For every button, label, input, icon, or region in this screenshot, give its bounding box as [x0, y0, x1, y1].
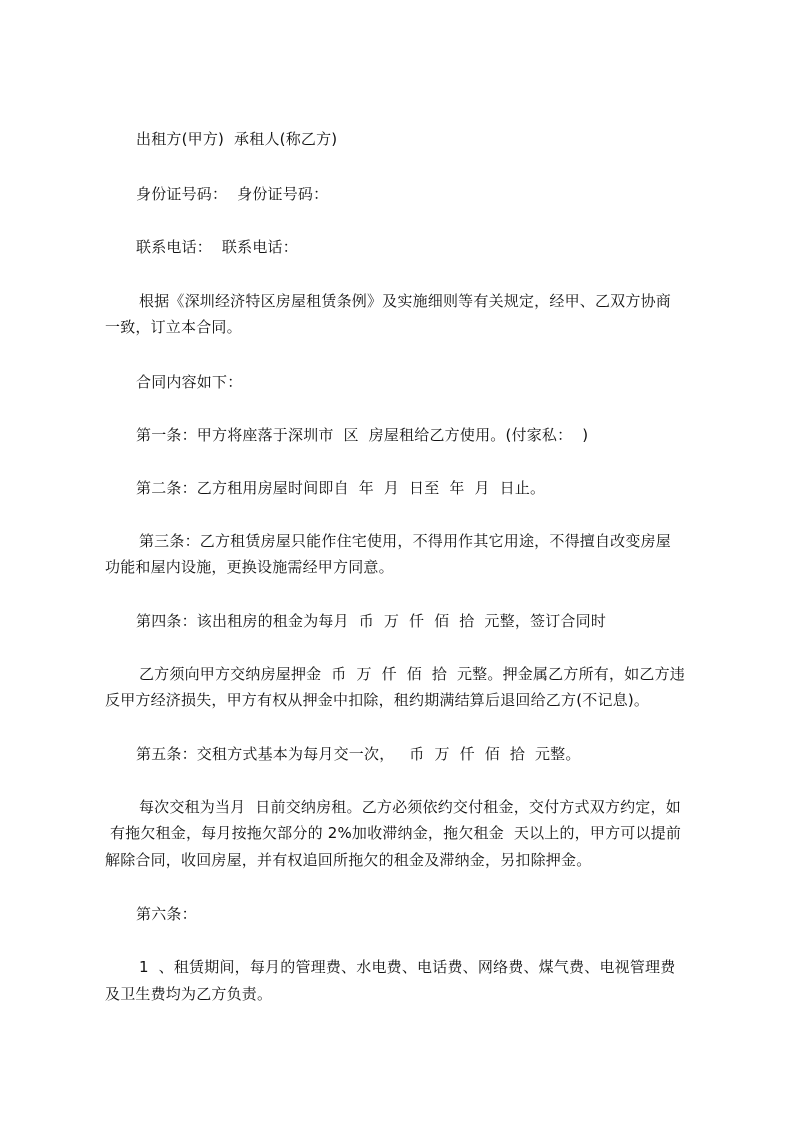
payment-line-1: 每次交租为当月 日前交纳房租。乙方必须依约交付租金，交付方式双方约定，如 [134, 798, 681, 816]
article-4: 第四条：该出租房的租金为每月 币 万 仟 佰 拾 元整，签订合同时 [136, 612, 607, 630]
article-6-heading: 第六条： [136, 905, 197, 923]
deposit-line-2: 反甲方经济损失，甲方有权从押金中扣除，租约期满结算后退回给乙方(不记息)。 [105, 691, 650, 709]
paragraph-phone-numbers: 联系电话： 联系电话： [136, 238, 298, 256]
deposit-line-1: 乙方须向甲方交纳房屋押金 币 万 仟 佰 拾 元整。押金属乙方所有，如乙方违 [134, 665, 685, 683]
article-3-line-1: 第三条：乙方租赁房屋只能作住宅使用，不得用作其它用途，不得擅自改变房屋 [134, 532, 671, 550]
paragraph-lessor-lessee: 出租方(甲方) 承租人(称乙方) [136, 130, 338, 148]
article-1: 第一条：甲方将座落于深圳市 区 房屋租给乙方使用。(付家私： ) [136, 426, 589, 444]
article-5: 第五条：交租方式基本为每月交一次， 币 万 仟 佰 拾 元整。 [136, 745, 581, 763]
article-6-item-1-line-2: 及卫生费均为乙方负责。 [105, 985, 273, 1003]
paragraph-basis-line-1: 根据《深圳经济特区房屋租赁条例》及实施细则等有关规定，经甲、乙双方协商 [134, 292, 671, 310]
paragraph-basis-line-2: 一致，订立本合同。 [105, 318, 242, 336]
payment-line-3: 解除合同，收回房屋，并有权追回所拖欠的租金及滞纳金，另扣除押金。 [105, 851, 592, 869]
paragraph-id-numbers: 身份证号码： 身份证号码： [136, 185, 329, 203]
article-3-line-2: 功能和屋内设施，更换设施需经甲方同意。 [105, 558, 394, 576]
article-6-item-1-line-1: 1 、租赁期间，每月的管理费、水电费、电话费、网络费、煤气费、电视管理费 [134, 958, 676, 976]
paragraph-contents-heading: 合同内容如下： [136, 373, 243, 391]
payment-line-2: 有拖欠租金，每月按拖欠部分的 2%加收滞纳金，拖欠租金 天以上的，甲方可以提前 [105, 824, 682, 842]
article-2: 第二条：乙方租用房屋时间即自 年 月 日至 年 月 日止。 [136, 479, 546, 497]
